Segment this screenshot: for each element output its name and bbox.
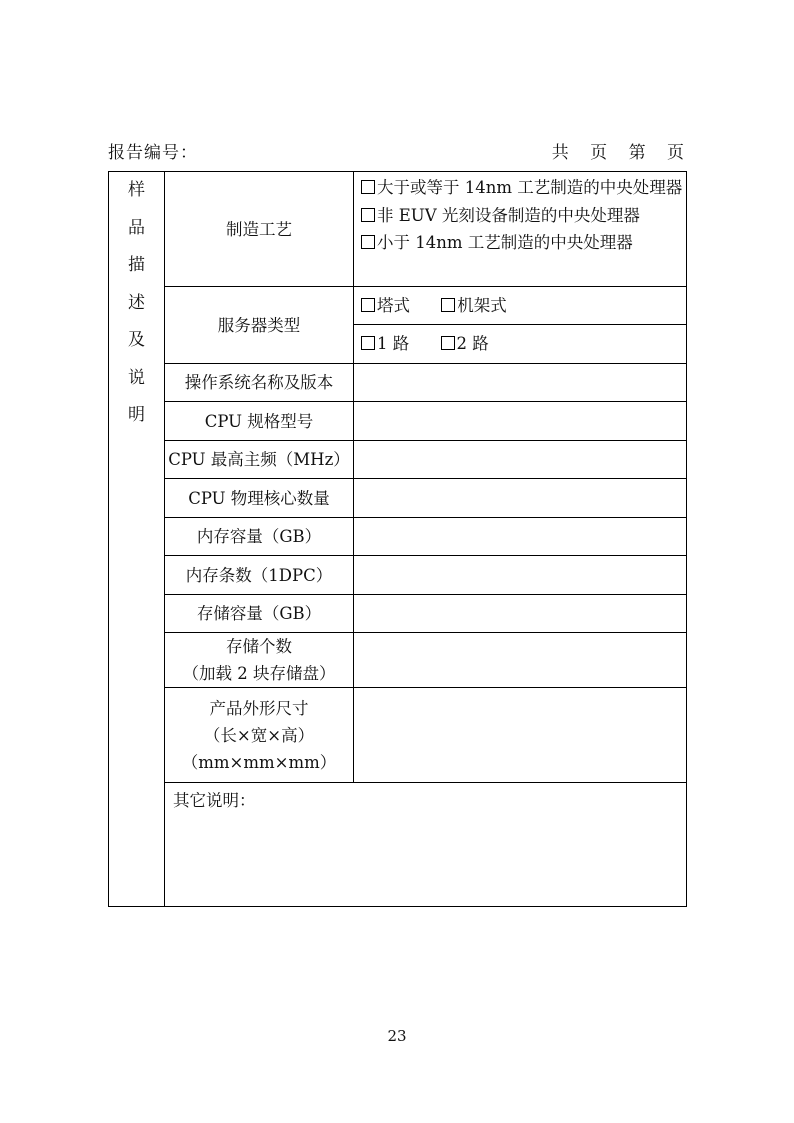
label-dimensions-line1: 产品外形尺寸 [209,698,309,718]
option-text: 非 EUV 光刻设备制造的中央处理器 [377,205,640,225]
server-form-options [354,287,687,325]
option-text: 机架式 [457,295,507,315]
checkbox[interactable] [441,298,455,312]
value-mem-count[interactable] [354,556,687,595]
label-other: 其它说明： [173,791,256,810]
row-other [109,783,687,907]
checkbox[interactable] [361,208,375,222]
label-dimensions [165,688,354,783]
section-label [109,172,165,907]
checkbox[interactable] [361,235,375,249]
section-label-char: 及 [128,330,145,350]
option-tower[interactable] [361,292,410,320]
row-cpu-model [109,402,687,441]
label-os: 操作系统名称及版本 [165,364,354,402]
value-storage-capacity[interactable] [354,595,687,633]
other-notes[interactable] [165,783,687,907]
row-os [109,364,687,402]
section-label-char: 描 [128,255,145,275]
section-label-char: 明 [128,405,145,425]
label-cpu-cores: CPU 物理核心数量 [165,479,354,518]
checkbox[interactable] [361,180,375,194]
value-storage-count[interactable] [354,633,687,688]
process-option-non-euv[interactable] [361,202,686,230]
option-2-way[interactable] [441,330,489,358]
checkbox[interactable] [441,336,455,350]
option-text: 1 路 [377,334,410,353]
label-dimensions-line2: （长×宽×高） [203,725,315,745]
label-cpu-freq: CPU 最高主频（MHz） [165,441,354,479]
row-process [109,172,687,287]
option-rack[interactable] [441,292,507,320]
label-cpu-model: CPU 规格型号 [165,402,354,441]
value-mem-capacity[interactable] [354,518,687,556]
checkbox[interactable] [361,336,375,350]
value-cpu-model[interactable] [354,402,687,441]
value-os[interactable] [354,364,687,402]
option-text: 大于或等于 14nm 工艺制造的中央处理器 [377,178,683,197]
sample-description-table [108,171,687,907]
row-dimensions [109,688,687,783]
option-text: 小于 14nm 工艺制造的中央处理器 [377,233,633,252]
row-server-type-form [109,287,687,325]
row-mem-capacity [109,518,687,556]
row-cpu-freq [109,441,687,479]
section-label-char: 品 [128,217,145,238]
section-label-char: 说 [128,367,145,388]
report-number-label: 报告编号： [108,143,198,163]
server-path-options [354,325,687,364]
option-text: 2 路 [456,334,489,353]
value-cpu-cores[interactable] [354,479,687,518]
row-mem-count [109,556,687,595]
checkbox[interactable] [361,298,375,312]
label-mem-count: 内存条数（1DPC） [165,556,354,595]
option-1-way[interactable] [361,330,409,358]
label-mem-capacity: 内存容量（GB） [165,518,354,556]
row-storage-capacity [109,595,687,633]
label-server-type: 服务器类型 [165,287,354,364]
label-process: 制造工艺 [165,172,354,287]
label-storage-count [165,633,354,688]
section-label-char: 样 [128,180,145,200]
process-options [354,172,687,287]
section-label-char: 述 [128,292,145,313]
page-number: 23 [387,1027,407,1045]
process-option-lt14nm[interactable] [361,229,686,257]
label-dimensions-line3: （mm×mm×mm） [181,752,337,772]
process-option-ge14nm[interactable] [361,174,686,202]
page-info: 共 页 第 页 [551,143,685,163]
label-storage-count-line1: 存储个数 [226,637,292,656]
value-dimensions[interactable] [354,688,687,783]
row-cpu-cores [109,479,687,518]
label-storage-count-line2: （加载 2 块存储盘） [182,664,336,683]
row-storage-count [109,633,687,688]
label-storage-capacity: 存储容量（GB） [165,595,354,633]
option-text: 塔式 [377,295,410,315]
value-cpu-freq[interactable] [354,441,687,479]
